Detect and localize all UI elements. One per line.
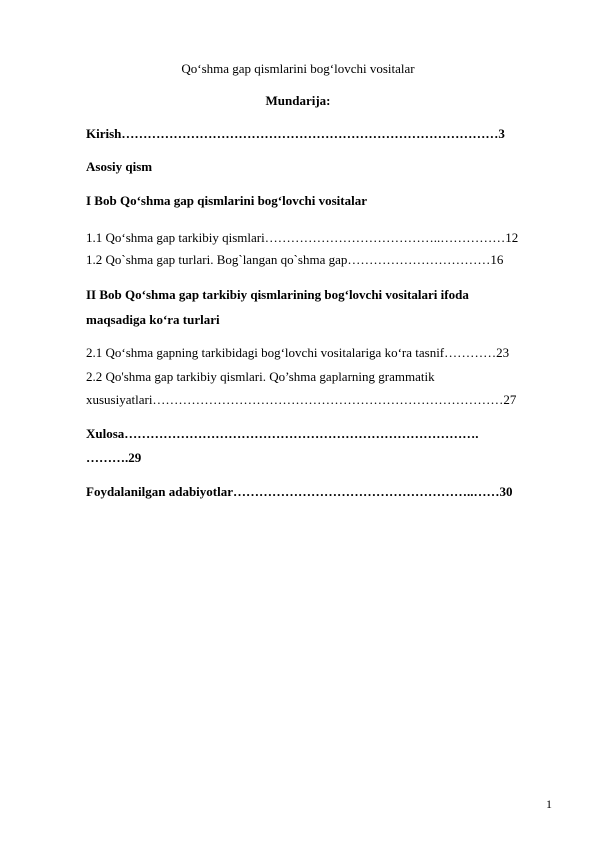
toc-entry-1-1: 1.1 Qo‘shma gap tarkibiy qismlari…………………………………..……………12 <box>86 230 519 245</box>
toc-entry-chapter-1: I Bob Qo‘shma gap qismlarini bog‘lovchi vositalar <box>86 193 367 208</box>
toc-entry-foydalanilgan: Foydalanilgan adabiyotlar………………………………………………..……30 <box>86 484 513 499</box>
toc-entry-kirish: Kirish……………………………………………………………………………3 <box>86 126 505 141</box>
contents-heading: Mundarija: <box>265 93 331 108</box>
toc-entry-xulosa-line-2: ……….29 <box>86 450 142 465</box>
toc-entry-chapter-2-line-1: II Bob Qo‘shma gap tarkibiy qismlarining bog‘lovchi vositalari ifoda <box>86 287 469 302</box>
document-title: Qo‘shma gap qismlarini bog‘lovchi vositalar <box>181 61 415 76</box>
toc-entry-2-2-line-1: 2.2 Qo'shma gap tarkibiy qismlari. Qo’shma gaplarning grammatik <box>86 369 435 384</box>
page-number: 1 <box>546 797 552 811</box>
toc-entry-asosiy-qism: Asosiy qism <box>86 159 153 174</box>
toc-entry-xulosa-line-1: Xulosa………………………………………………………………………. <box>86 426 479 441</box>
toc-entry-2-1: 2.1 Qo‘shma gapning tarkibidagi bog‘lovchi vositalariga ko‘ra tasnif…………23 <box>86 345 510 360</box>
toc-entry-1-2: 1.2 Qo`shma gap turlari. Bog`langan qo`shma gap……………………………16 <box>86 252 504 267</box>
toc-entry-chapter-2-line-2: maqsadiga ko‘ra turlari <box>86 312 220 327</box>
toc-entry-2-2-line-2: xususiyatlari………………………………………………………………………27 <box>86 392 517 407</box>
